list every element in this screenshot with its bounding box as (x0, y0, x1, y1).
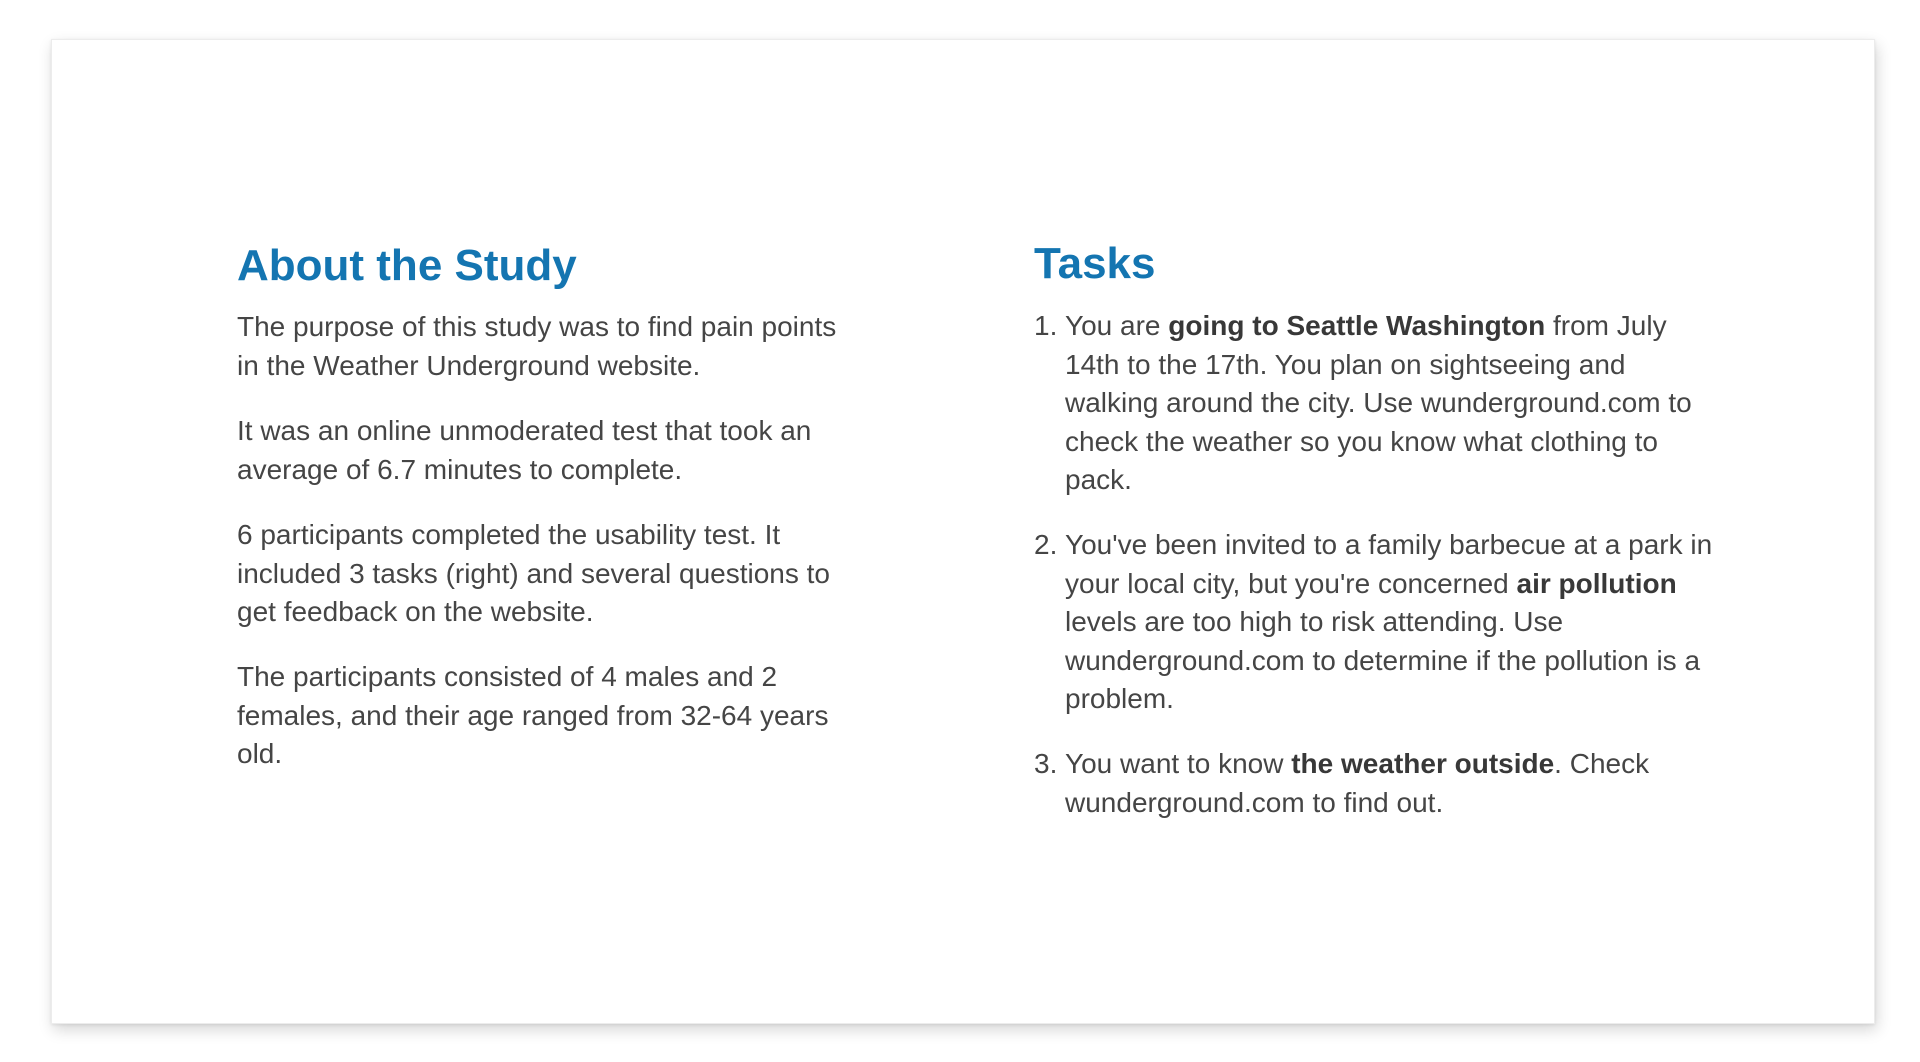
task-item-2 (1034, 526, 1714, 719)
slide-card (51, 39, 1875, 1024)
task-text: You've been invited to a family barbecue at a park in your local city, but you're concerned (1065, 529, 1713, 599)
task-item-1 (1034, 307, 1714, 500)
about-paragraph-method: It was an online unmoderated test that took an average of 6.7 minutes to complete. (237, 415, 812, 485)
task-text: levels are too high to risk attending. Use wunderground.com to determine if the pollution is a problem. (1065, 606, 1701, 714)
about-paragraph-participants: 6 participants completed the usability test. It included 3 tasks (right) and several questions to get feedback on the website. (237, 519, 830, 627)
about-title: About the Study (237, 241, 577, 290)
task-text: from July 14th to the 17th. You plan on sightseeing and walking around the city. Use wunderground.com to check the weather so you know what clothing to pack. (1065, 310, 1692, 495)
about-paragraph-purpose: The purpose of this study was to find pain points in the Weather Underground website. (237, 311, 837, 381)
task-emphasis: air pollution (1516, 567, 1677, 599)
task-text: You want to know (1065, 748, 1292, 779)
task-emphasis: going to Seattle Washington (1168, 310, 1546, 341)
task-item-3 (1034, 745, 1714, 822)
task-number: 3. (1034, 748, 1058, 779)
task-number: 2. (1034, 529, 1058, 560)
task-text: . Check wunderground.com to find out. (1065, 748, 1650, 818)
task-emphasis: the weather outside (1291, 748, 1555, 779)
about-paragraph-demographics: The participants consisted of 4 males and 2 females, and their age ranged from 32-64 years old. (237, 661, 829, 769)
task-text: You are (1065, 310, 1169, 341)
task-number: 1. (1034, 310, 1058, 341)
tasks-title: Tasks (1034, 239, 1156, 288)
